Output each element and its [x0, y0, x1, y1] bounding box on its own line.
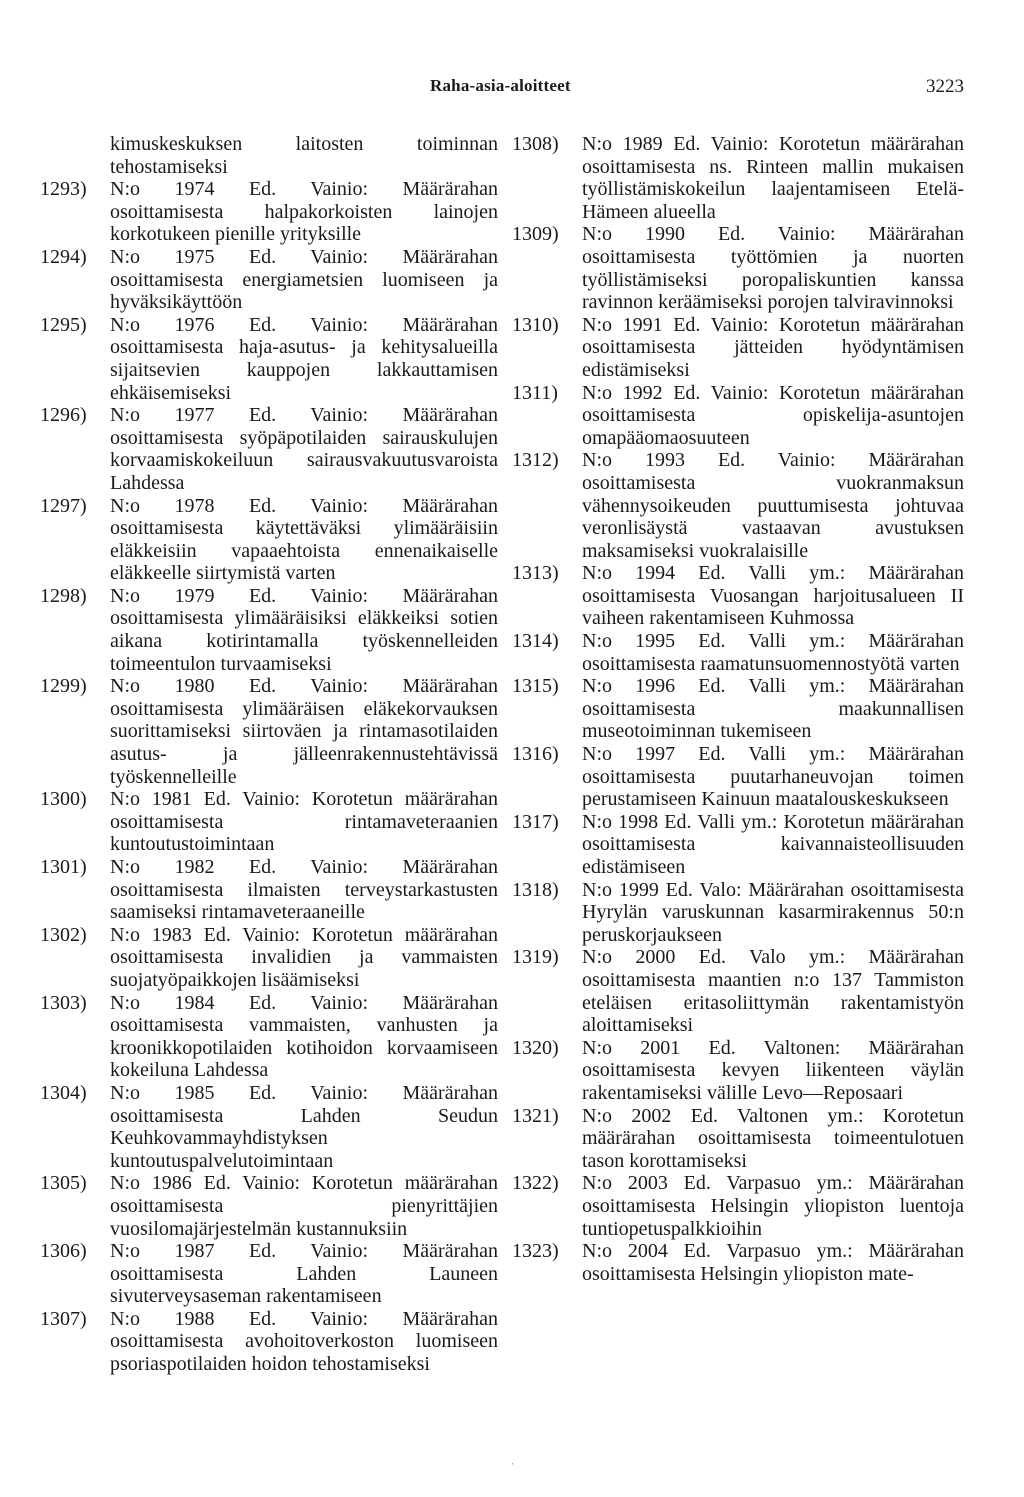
list-item: [512, 1037, 964, 1105]
page-header: [0, 76, 1024, 100]
list-item: [512, 1240, 964, 1285]
entry-number: 1299): [40, 675, 87, 698]
entry-number: 1320): [512, 1036, 559, 1059]
entry-text: N:o 2003 Ed. Varpasuo ym.: Määrärahan osoittamisesta Helsingin yliopiston luentoja tuntiopetuspalkkioihin: [582, 1172, 964, 1240]
right-column: [512, 133, 964, 1285]
entry-text: N:o 2001 Ed. Valtonen: Määrärahan osoittamisesta kevyen liikenteen väylän rakentamiseksi välille Levo—Reposaari: [582, 1036, 964, 1104]
entry-number: 1308): [512, 133, 559, 155]
left-column: [40, 133, 498, 1376]
entry-text: N:o 1997 Ed. Valli ym.: Määrärahan osoittamisesta puutarhaneuvojan toimen perustamiseen Kainuun maatalouskeskukseen: [582, 743, 964, 811]
list-item: [512, 1105, 964, 1173]
continuation-entry: [40, 133, 498, 178]
left-entry-list: [40, 178, 498, 1375]
list-item: [512, 1172, 964, 1240]
list-item: [512, 133, 964, 223]
entry-number: 1301): [40, 856, 87, 878]
entry-text: N:o 1979 Ed. Vainio: Määrärahan osoittamisesta ylimääräisiksi eläkkeiksi sotien aikana kotirintamalla työskennelleiden toimeentulon turvaamiseksi: [110, 584, 498, 675]
entry-text: N:o 1987 Ed. Vainio: Määrärahan osoittamisesta Lahden Launeen sivuterveysaseman rakentamiseen: [110, 1240, 498, 1308]
entry-number: 1293): [40, 178, 87, 201]
entry-text: N:o 1994 Ed. Valli ym.: Määrärahan osoittamisesta Vuosangan harjoitusalueen II vaiheen rakentamiseen Kuhmossa: [582, 562, 964, 630]
list-item: [40, 992, 498, 1082]
list-item: [512, 449, 964, 562]
entry-text: N:o 1985 Ed. Vainio: Määrärahan osoittamisesta Lahden Seudun Keuhkovammayhdistyksen kuntoutuspalvelutoimintaan: [110, 1081, 498, 1172]
entry-number: 1298): [40, 584, 87, 607]
entry-text: N:o 2004 Ed. Varpasuo ym.: Määrärahan osoittamisesta Helsingin yliopiston mate-: [582, 1240, 964, 1285]
list-item: [512, 314, 964, 382]
list-item: [40, 585, 498, 675]
entry-text: N:o 1990 Ed. Vainio: Määrärahan osoittamisesta työttömien ja nuorten työllistämiseksi poropaliskuntien kanssa ravinnon keräämiseksi porojen talviravinnoksi: [582, 223, 964, 314]
list-item: [40, 675, 498, 788]
entry-number: 1317): [512, 810, 559, 833]
running-title: Raha-asia-aloitteet: [430, 76, 571, 95]
entry-number: 1318): [512, 878, 559, 901]
entry-number: 1304): [40, 1081, 87, 1104]
entry-text: N:o 1988 Ed. Vainio: Määrärahan osoittamisesta avohoitoverkoston luomiseen psoriaspotilaiden hoidon tehostamiseksi: [110, 1307, 498, 1376]
entry-text: kimuskeskuksen laitosten toiminnan tehostamiseksi: [110, 133, 498, 178]
entry-text: N:o 1998 Ed. Valli ym.: Korotetun määrärahan osoittamisesta kaivannaisteollisuuden edistämiseen: [582, 810, 964, 878]
entry-text: N:o 1977 Ed. Vainio: Määrärahan osoittamisesta syöpäpotilaiden sairauskulujen korvaamiskokeiluun sairausvakuutusvaroista Lahdessa: [110, 404, 498, 494]
entry-text: N:o 2000 Ed. Valo ym.: Määrärahan osoittamisesta maantien n:o 137 Tammiston eteläisen eritasoliittymän rakentamistyön aloittamiseksi: [582, 946, 964, 1037]
list-item: [512, 382, 964, 450]
entry-number: 1312): [512, 449, 559, 472]
entry-number: 1307): [40, 1307, 87, 1330]
entry-number: 1303): [40, 991, 87, 1014]
list-item: [512, 630, 964, 675]
entry-number: 1310): [512, 313, 559, 336]
entry-text: N:o 1995 Ed. Valli ym.: Määrärahan osoittamisesta raamatunsuomennostyötä varten: [582, 630, 964, 675]
entry-number: 1302): [40, 923, 87, 946]
entry-text: N:o 1976 Ed. Vainio: Määrärahan osoittamisesta haja-asutus- ja kehitysalueilla sijaitsevien kauppojen lakkauttamisen ehkäisemiseksi: [110, 313, 498, 404]
entry-text: N:o 1999 Ed. Valo: Määrärahan osoittamisesta Hyrylän varuskunnan kasarmirakennus 50:n peruskorjaukseen: [582, 878, 964, 946]
entry-number: 1300): [40, 788, 87, 811]
entry-number: 1311): [512, 381, 558, 404]
entry-number: 1306): [40, 1240, 87, 1263]
entry-text: N:o 2002 Ed. Valtonen ym.: Korotetun määrärahan osoittamisesta toimeentulotuen tason korottamiseksi: [582, 1104, 964, 1172]
entry-number: 1323): [512, 1240, 559, 1263]
list-item: [512, 223, 964, 313]
entry-text: N:o 1975 Ed. Vainio: Määrärahan osoittamisesta energiametsien luomiseen ja hyväksikäyttöön: [110, 245, 498, 314]
list-item: [40, 1240, 498, 1308]
page-number: 3223: [926, 76, 964, 97]
entry-text: N:o 1974 Ed. Vainio: Määrärahan osoittamisesta halpakorkoisten lainojen korkotukeen pienille yrityksille: [110, 178, 498, 246]
list-item: [40, 1308, 498, 1376]
list-item: [40, 314, 498, 404]
list-item: [40, 404, 498, 494]
entry-number: 1296): [40, 404, 87, 427]
entry-text: N:o 1984 Ed. Vainio: Määrärahan osoittamisesta vammaisten, vanhusten ja kroonikkopotilaiden kotihoidon korvaamiseen kokeiluna Lahdessa: [110, 991, 498, 1082]
list-item: [40, 495, 498, 585]
list-item: [40, 788, 498, 856]
list-item: [512, 675, 964, 743]
entry-text: N:o 1981 Ed. Vainio: Korotetun määrärahan osoittamisesta rintamaveteraanien kuntoutustoimintaan: [110, 788, 498, 856]
entry-number: 1309): [512, 223, 559, 246]
print-speck: ˈ: [511, 1462, 515, 1473]
list-item: [512, 946, 964, 1036]
entry-number: 1319): [512, 946, 559, 969]
entry-number: 1313): [512, 562, 559, 585]
entry-text: N:o 1986 Ed. Vainio: Korotetun määrärahan osoittamisesta pienyrittäjien vuosilomajärjestelmän kustannuksiin: [110, 1172, 498, 1240]
entry-text: N:o 1983 Ed. Vainio: Korotetun määrärahan osoittamisesta invalidien ja vammaisten suojatyöpaikkojen lisäämiseksi: [110, 923, 498, 991]
list-item: [40, 856, 498, 924]
entry-number: 1305): [40, 1172, 87, 1195]
entry-number: 1321): [512, 1104, 559, 1127]
entry-number: 1297): [40, 494, 87, 517]
entry-text: N:o 1991 Ed. Vainio: Korotetun määrärahan osoittamisesta jätteiden hyödyntämisen edistämiseksi: [582, 313, 964, 381]
list-item: [40, 246, 498, 314]
entry-number: 1295): [40, 313, 87, 336]
entry-text: N:o 1993 Ed. Vainio: Määrärahan osoittamisesta vuokranmaksun vähennysoikeuden puuttumisesta johtuvaa veronlisäystä vastaavan avustuksen maksamiseksi vuokralaisille: [582, 449, 964, 562]
entry-text: N:o 1996 Ed. Valli ym.: Määrärahan osoittamisesta maakunnallisen museotoiminnan tukemiseen: [582, 675, 964, 743]
entry-number: 1322): [512, 1172, 559, 1195]
list-item: [512, 879, 964, 947]
list-item: [40, 1082, 498, 1172]
entry-text: N:o 1978 Ed. Vainio: Määrärahan osoittamisesta käytettäväksi ylimääräisiin eläkkeisiin vapaaehtoista ennenaikaiselle eläkkeelle siirtymistä varten: [110, 494, 498, 585]
entry-text: N:o 1982 Ed. Vainio: Määrärahan osoittamisesta ilmaisten terveystarkastusten saamiseksi rintamaveteraaneille: [110, 856, 498, 924]
list-item: [40, 178, 498, 246]
entry-text: N:o 1992 Ed. Vainio: Korotetun määrärahan osoittamisesta opiskelija-asuntojen omapääomaosuuteen: [582, 381, 964, 449]
list-item: [512, 811, 964, 879]
entry-number: 1316): [512, 743, 559, 766]
list-item: [512, 743, 964, 811]
entry-number: 1314): [512, 630, 559, 653]
entry-number: 1315): [512, 675, 559, 698]
list-item: [512, 562, 964, 630]
list-item: [40, 924, 498, 992]
entry-text: N:o 1980 Ed. Vainio: Määrärahan osoittamisesta ylimääräisen eläkekorvauksen suorittamiseksi siirtoväen ja rintamasotilaiden asutus- ja jälleenrakennustehtävissä työskennelleille: [110, 675, 498, 788]
entry-text: N:o 1989 Ed. Vainio: Korotetun määrärahan osoittamisesta ns. Rinteen mallin mukaisen työllistämiskokeilun laajentamiseen Etelä-Hämeen alueella: [582, 133, 964, 223]
right-entry-list: [512, 133, 964, 1285]
list-item: [40, 1172, 498, 1240]
entry-number: 1294): [40, 245, 87, 268]
